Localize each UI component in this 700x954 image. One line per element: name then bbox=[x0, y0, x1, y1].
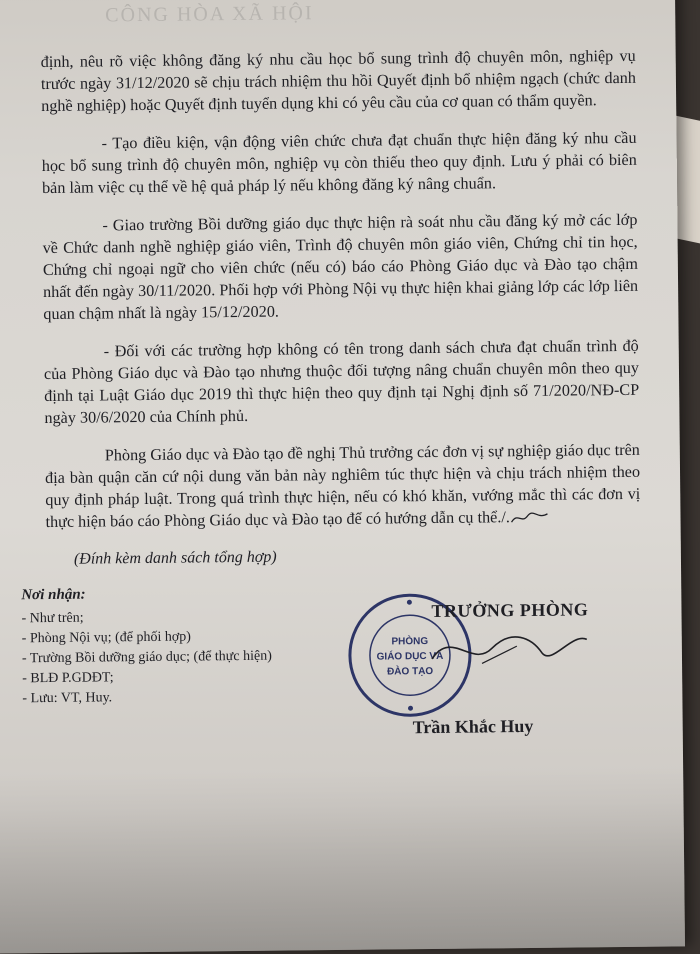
paragraph-2: - Tạo điều kiện, vận động viên chức chưa đạt chuẩn thực hiện đăng ký nhu cầu học bổ sung trình độ chuyên môn, nghiệp vụ còn thiếu theo quy định. Lưu ý phải có biên bản làm việc cụ thể về hệ quả pháp lý nếu không đăng ký nâng chuẩn. bbox=[41, 128, 637, 198]
recipient-item: - Lưu: VT, Huy. bbox=[22, 690, 113, 707]
attachment-note: (Đính kèm danh sách tổng hợp) bbox=[73, 548, 277, 568]
svg-text:ĐÀO TẠO: ĐÀO TẠO bbox=[387, 665, 434, 678]
recipient-item: - Phòng Nội vụ; (để phối hợp) bbox=[21, 629, 191, 647]
svg-text:PHÒNG: PHÒNG bbox=[391, 636, 429, 648]
paragraph-1: định, nêu rõ việc không đăng ký nhu cầu học bổ sung trình độ chuyên môn, nghiệp vụ trước ngày 31/12/2020 sẽ chịu trách nhiệm thu hồi Quyết định bổ nhiệm ngạch (chức danh nghề nghiệp) hoặc Quyết định tuyển dụng khi có yêu cầu của cơ quan có thẩm quyền. bbox=[40, 46, 637, 116]
paragraph-4: - Đối với các trường hợp không có tên trong danh sách chưa đạt chuẩn trình độ của Phòng Giáo dục và Đào tạo nhưng thuộc đối tượng nâng chuẩn chuyên môn theo quy định tại Luật Giáo dục 2019 thì thực hiện theo quy định tại Nghị định số 71/2020/NĐ-CP ngày 30/6/2020 của Chính phủ. bbox=[43, 336, 640, 428]
svg-text:GIÁO DỤC VÀ: GIÁO DỤC VÀ bbox=[376, 650, 444, 663]
recipients-title: Nơi nhận: bbox=[21, 586, 86, 604]
paragraph-5 bbox=[45, 439, 641, 533]
page-shadow bbox=[0, 766, 685, 953]
recipients-block bbox=[21, 582, 352, 709]
recipient-item: - Trường Bồi dưỡng giáo dục; (để thực hiện) bbox=[21, 648, 272, 667]
handwritten-initial-icon bbox=[510, 510, 550, 526]
bleed-through-text: CÔNG HÒA XÃ HỘI bbox=[105, 2, 314, 27]
recipient-item: - Như trên; bbox=[21, 610, 84, 627]
signature-block bbox=[351, 587, 613, 750]
document-body bbox=[41, 45, 641, 571]
signer-name: Trần Khắc Huy bbox=[412, 715, 534, 738]
recipient-item: - BLĐ P.GDĐT; bbox=[22, 670, 114, 687]
paragraph-3: - Giao trường Bồi dưỡng giáo dục thực hiện rà soát nhu cầu đăng ký mở các lớp về Chức danh nghề nghiệp giáo viên, Trình độ chuyên môn giáo viên, Chứng chỉ tin học, Chứng chỉ ngoại ngữ cho viên chức (nếu có) báo cáo Phòng Giáo dục và Đào tạo chậm nhất đến ngày 30/11/2020. Phối hợp với Phòng Nội vụ thực hiện khai giảng lớp các lớp liên quan chậm nhất là ngày 15/12/2020. bbox=[42, 210, 639, 324]
signer-title: TRƯỞNG PHÒNG bbox=[431, 599, 589, 621]
signature-icon bbox=[422, 617, 593, 679]
paragraph-5-text: Phòng Giáo dục và Đào tạo đề nghị Thủ trưởng các đơn vị sự nghiệp giáo dục trên địa bàn quận căn cứ nội dung văn bản này nghiêm túc thực hiện và chịu trách nhiệm theo quy định pháp luật. Trong quá trình thực hiện, nếu có khó khăn, vướng mắc thì các đơn vị thực hiện báo cáo Phòng Giáo dục và Đào tạo để có hướng dẫn cụ thể./. bbox=[44, 440, 641, 532]
